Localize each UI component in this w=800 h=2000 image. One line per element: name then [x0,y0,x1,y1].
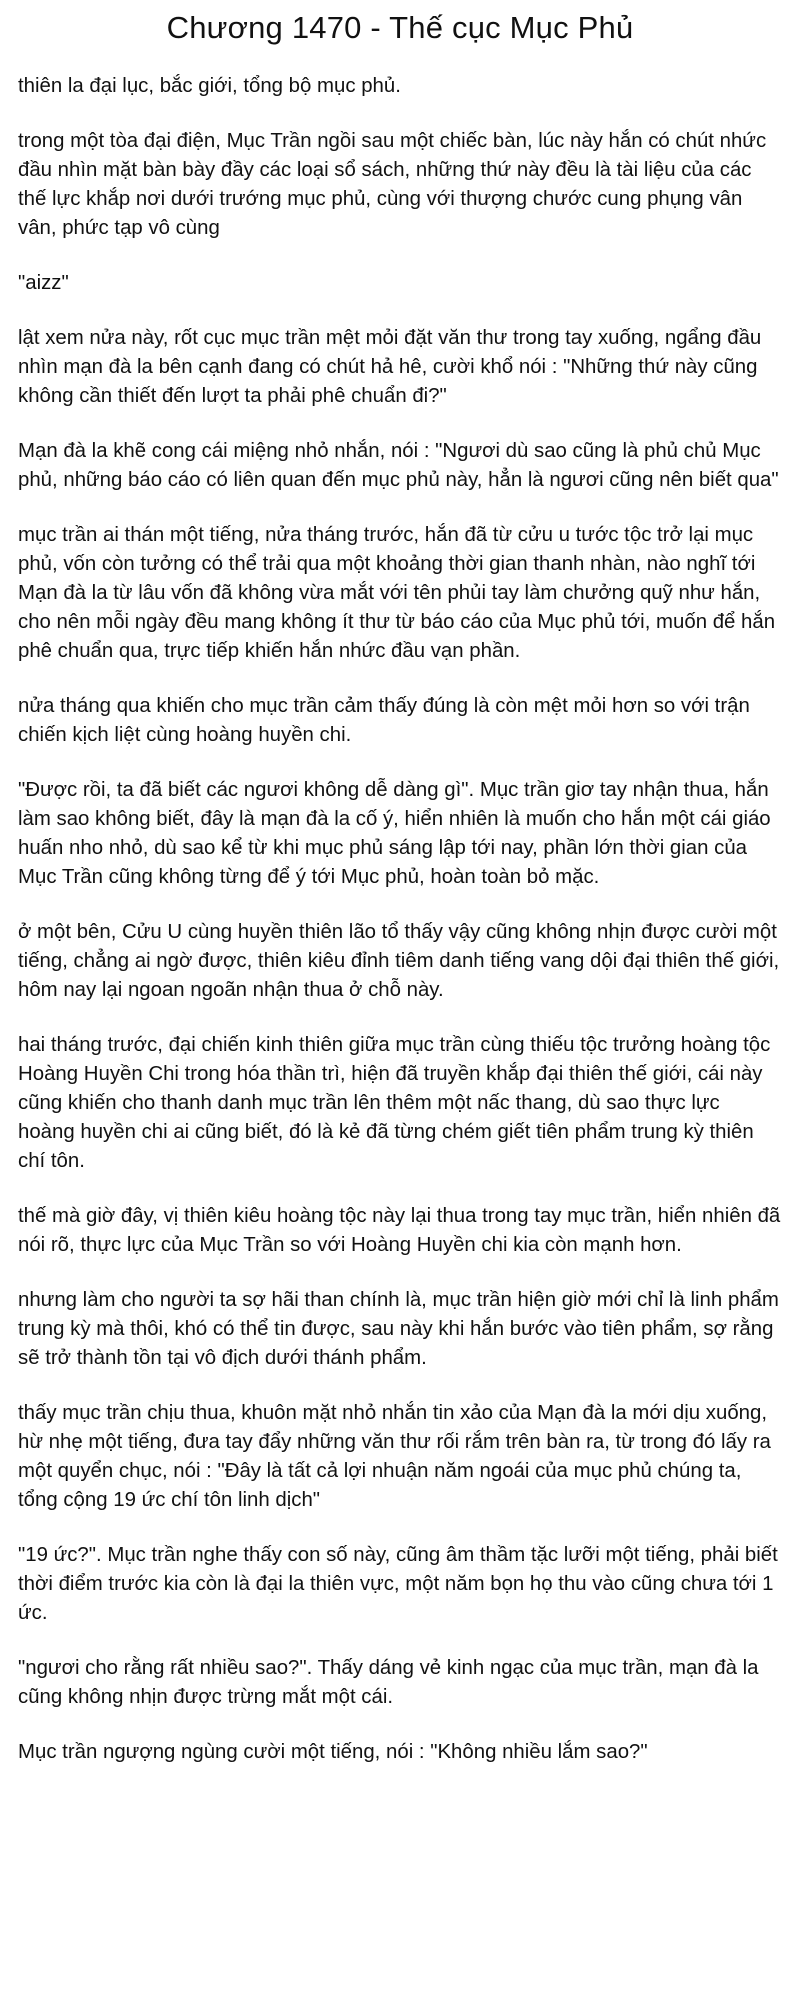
chapter-title: Chương 1470 - Thế cục Mục Phủ [166,10,634,45]
paragraph: mục trần ai thán một tiếng, nửa tháng trước, hắn đã từ cửu u tước tộc trở lại mục phủ, vốn còn tưởng có thể trải qua một khoảng thời gian thanh nhàn, nào nghĩ tới Mạn đà la từ lâu vốn đã không vừa mắt với tên phủi tay làm chưởng quỹ như hắn, cho nên mỗi ngày đều mang không ít thư từ báo cáo của Mục phủ tới, muốn để hắn phê chuẩn qua, trực tiếp khiến hắn nhức đầu vạn phần. [18,524,776,662]
paragraph: lật xem nửa này, rốt cục mục trần mệt mỏi đặt văn thư trong tay xuống, ngẩng đầu nhìn mạn đà la bên cạnh đang có chút hả hê, cười khổ nói : "Những thứ này cũng không cần thiết đến lượt ta phải phê chuẩn đi?" [18,327,762,407]
paragraph: thiên la đại lục, bắc giới, tổng bộ mục phủ. [18,75,401,97]
paragraph: nhưng làm cho người ta sợ hãi than chính là, mục trần hiện giờ mới chỉ là linh phẩm trung kỳ mà thôi, khó có thể tin được, sau này khi hắn bước vào tiên phẩm, sợ rằng sẽ trở thành tồn tại vô địch dưới thánh phẩm. [18,1289,779,1369]
paragraph: "Được rồi, ta đã biết các ngươi không dễ dàng gì". Mục trần giơ tay nhận thua, hắn làm sao không biết, đây là mạn đà la cố ý, hiển nhiên là muốn cho hắn một cái giáo huấn nho nhỏ, dù sao kể từ khi mục phủ sáng lập tới nay, phần lớn thời gian của Mục Trần cũng không từng để ý tới Mục phủ, hoàn toàn bỏ mặc. [18,779,771,888]
chapter-body [18,72,782,1767]
paragraph: Mạn đà la khẽ cong cái miệng nhỏ nhắn, nói : "Ngươi dù sao cũng là phủ chủ Mục phủ, những báo cáo có liên quan đến mục phủ này, hẳn là ngươi cũng nên biết qua" [18,440,779,491]
paragraph: "19 ức?". Mục trần nghe thấy con số này, cũng âm thầm tặc lưỡi một tiếng, phải biết thời điểm trước kia còn là đại la thiên vực, một năm bọn họ thu vào cũng chưa tới 1 ức. [18,1544,778,1624]
paragraph: "ngươi cho rằng rất nhiều sao?". Thấy dáng vẻ kinh ngạc của mục trần, mạn đà la cũng không nhịn được trừng mắt một cái. [18,1657,759,1708]
paragraph: thấy mục trần chịu thua, khuôn mặt nhỏ nhắn tin xảo của Mạn đà la mới dịu xuống, hừ nhẹ một tiếng, đưa tay đẩy những văn thư rối rắm trên bàn ra, từ trong đó lấy ra một quyển chục, nói : "Đây là tất cả lợi nhuận năm ngoái của mục phủ chúng ta, tổng cộng 19 ức chí tôn linh dịch" [18,1402,771,1511]
paragraph: "aizz" [18,272,69,294]
paragraph: Mục trần ngượng ngùng cười một tiếng, nói : "Không nhiều lắm sao?" [18,1741,648,1763]
paragraph: nửa tháng qua khiến cho mục trần cảm thấy đúng là còn mệt mỏi hơn so với trận chiến kịch liệt cùng hoàng huyền chi. [18,695,750,746]
paragraph: trong một tòa đại điện, Mục Trần ngồi sau một chiếc bàn, lúc này hắn có chút nhức đầu nhìn mặt bàn bày đầy các loại sổ sách, những thứ này đều là tài liệu của các thế lực khắp nơi dưới trướng mục phủ, cùng với thượng chước cung phụng vân vân, phức tạp vô cùng [18,130,767,239]
paragraph: ở một bên, Cửu U cùng huyền thiên lão tổ thấy vậy cũng không nhịn được cười một tiếng, chẳng ai ngờ được, thiên kiêu đỉnh tiêm danh tiếng vang dội đại thiên thế giới, hôm nay lại ngoan ngoãn nhận thua ở chỗ này. [18,921,780,1001]
paragraph: hai tháng trước, đại chiến kinh thiên giữa mục trần cùng thiếu tộc trưởng hoàng tộc Hoàng Huyền Chi trong hóa thần trì, hiện đã truyền khắp đại thiên thế giới, cái này cũng khiến cho thanh danh mục trần lên thêm một nấc thang, dù sao thực lực hoàng huyền chi ai cũng biết, đó là kẻ đã từng chém giết tiên phẩm trung kỳ thiên chí tôn. [18,1034,771,1172]
paragraph: thế mà giờ đây, vị thiên kiêu hoàng tộc này lại thua trong tay mục trần, hiển nhiên đã nói rõ, thực lực của Mục Trần so với Hoàng Huyền chi kia còn mạnh hơn. [18,1205,781,1256]
